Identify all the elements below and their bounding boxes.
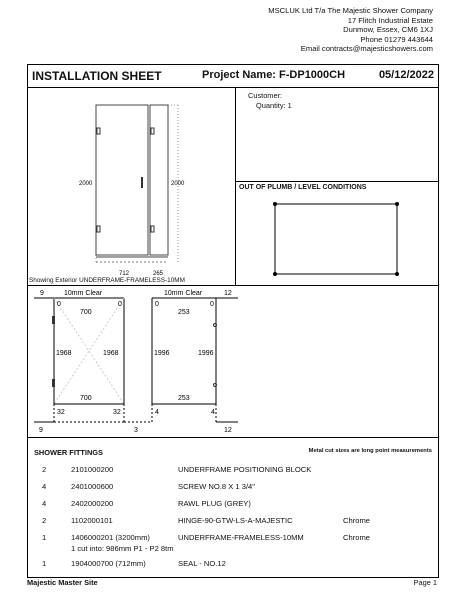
fitting-finish: Chrome [343,516,371,525]
frame-left-bottom-width: 700 [80,395,92,402]
fitting-qty: 1 [42,559,47,568]
frame-right-top-left: 0 [155,301,159,308]
fitting-finish: Chrome [343,533,371,542]
frame-right-left-height: 1996 [154,350,170,357]
sheet-header [28,65,438,88]
fitting-code: 2101000200 [71,465,114,474]
frame-right-offset: 12 [224,290,232,297]
fitting-qty: 4 [42,499,47,508]
fitting-desc: HINGE-90-GTW-LS-A-MAJESTIC [178,516,293,525]
elevation-height-left: 2000 [79,181,93,187]
frame-right-clear: 10mm Clear [164,290,203,297]
fitting-desc: RAWL PLUG (GREY) [178,499,251,508]
elevation-height-right: 2000 [171,181,185,187]
elevation-drawing [28,87,235,285]
fitting-code: 2402000200 [71,499,114,508]
fitting-code: 1904000700 (712mm) [71,559,146,568]
frame-left-clear: 10mm Clear [64,290,103,297]
fittings-title: SHOWER FITTINGS [34,448,103,457]
fitting-qty: 2 [42,465,47,474]
company-line-town: Dunmow, Essex, CM6 1XJ [343,25,433,35]
fitting-cut-note: 1 cut into: 986mm P1 - P2 8tm [71,544,174,553]
fitting-qty: 1 [42,533,47,542]
project-name: Project Name: F-DP1000CH [202,69,346,81]
frame-left-left-height: 1968 [56,350,72,357]
footer-page: Page 1 [413,578,437,587]
footer-site: Majestic Master Site [27,578,98,587]
fitting-desc: UNDERFRAME POSITIONING BLOCK [178,465,312,474]
installation-sheet [27,64,439,578]
quantity-label: Quantity: 1 [256,101,292,110]
frame-left-right-height: 1968 [103,350,119,357]
customer-label: Customer: [248,91,283,100]
frame-left-bottom-right: 32 [113,409,121,416]
frame-right-top-right: 0 [210,301,214,308]
frame-left-top-width: 700 [80,309,92,316]
fitting-code: 2401000600 [71,482,114,491]
frame-right-bottom-right: 4 [211,409,215,416]
frame-left-top-left: 0 [57,301,61,308]
page-footer [27,578,437,587]
fitting-desc: SEAL - NO.12 [178,559,226,568]
frame-right-top-width: 253 [178,309,190,316]
frame-right-bottom-width: 253 [178,395,190,402]
frame-right-bottom-left: 4 [155,409,159,416]
sheet-date: 05/12/2022 [378,69,434,81]
fitting-code: 1102000101 [71,516,113,525]
frame-gap: 3 [134,427,138,434]
elevation-width-panel: 265 [153,271,164,277]
frame-left-bottom-left: 32 [57,409,65,416]
frame-right-bottom-offset: 12 [224,427,232,434]
fitting-code: 1406000201 (3200mm) [71,533,150,542]
divider-fittings [28,437,438,438]
sheet-title: INSTALLATION SHEET [32,69,162,83]
plumb-diagram [235,181,438,285]
company-address [268,6,433,54]
frame-left-top-right: 0 [118,301,122,308]
company-line-street: 17 Flitch Industrial Estate [347,15,433,25]
fitting-desc: UNDERFRAME-FRAMELESS-10MM [178,533,304,542]
frame-right-right-height: 1996 [198,350,214,357]
frame-left-bottom-offset: 9 [39,427,43,434]
fittings-note: Metal cut sizes are long point measurements [308,448,432,454]
fitting-desc: SCREW NO.8 X 1 3/4" [178,482,255,491]
frame-left-offset: 9 [40,290,44,297]
company-line-name: MSCLUK Ltd T/a The Majestic Shower Company [268,6,433,15]
frames-diagram [28,286,438,437]
fitting-qty: 2 [42,516,47,525]
plumb-title: OUT OF PLUMB / LEVEL CONDITIONS [239,184,367,191]
company-line-email: Email contracts@majesticshowers.com [300,44,433,54]
company-line-phone: Phone 01279 443644 [360,34,433,44]
fitting-qty: 4 [42,482,47,491]
elevation-caption: Showing Exterior UNDERFRAME-FRAMELESS-10MM [29,277,185,284]
elevation-width-door: 712 [119,271,130,277]
